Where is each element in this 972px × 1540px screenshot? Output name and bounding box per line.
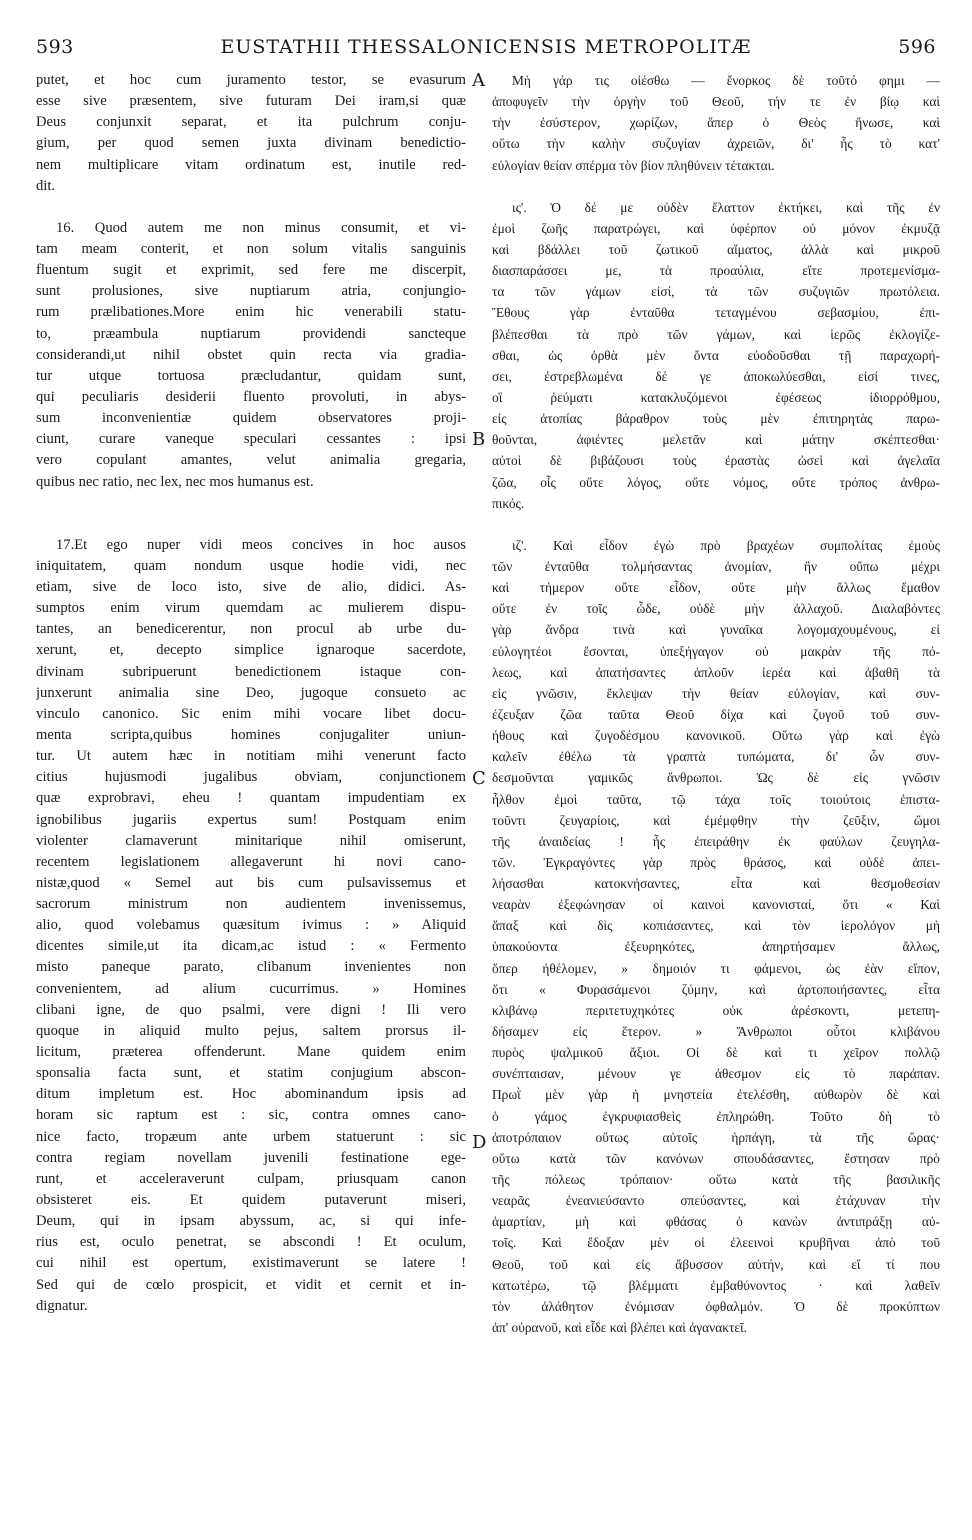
text-line: runt, et acceleraverunt culpam, priusquam canon: [36, 1170, 466, 1187]
text-line: οὕτω τὴν καλὴν συζυγίαν ἀχρειῶν, δι' ἧς τὸ κατ': [492, 136, 940, 152]
text-line: considerandi,ut nihil obstet quin recta via gradia-: [36, 346, 466, 363]
greek-paragraph-17: [492, 535, 940, 1338]
text-line: divinam subripuerunt benedictionem istaque con-: [36, 663, 466, 680]
text-line: ignobilibus jugariis expertus sum! Postquam enim: [36, 811, 466, 828]
text-line: ditum impletum est. Hoc abominandum ipsis ad: [36, 1086, 466, 1103]
text-line: to, præambula nuptiarum providendi sancteque: [36, 325, 466, 342]
text-line: sunt prolusiones, sive nuptiarum atria, conjungio-: [36, 283, 466, 300]
text-line: esse sive præsentem, sive futuram Dei iram,si quæ: [36, 93, 466, 110]
text-line: tam meam conterit, et non solum vitalis sanguinis: [36, 240, 466, 257]
text-line: τῶν ἐνταῦθα τολμήσαντας ἀνομίαν, ἣν οὔπω μέχρι: [492, 558, 940, 574]
latin-paragraph-intro: [36, 70, 466, 197]
text-line: νεαρὰν ἐξεφώνησαν οἱ καινοὶ κανονισταί, ὅτι « Καὶ: [492, 897, 940, 913]
text-line: ἐμοὶ ζωῆς παρατρώγει, καὶ ὑφέρπον οὐ μόνον ἐκμυζᾷ: [492, 220, 940, 236]
text-line: convenientem, ad alium cucurrimus. » Homines: [36, 980, 466, 997]
text-line: Μὴ γάρ τις οἰέσθω — ἔνορκος δὲ τοῦτό φημι —: [512, 73, 940, 88]
text-line: nem multiplicare vitam ordinatum est, inutile red-: [36, 156, 466, 173]
text-line: nice facto, tropæum ante urbem statuerunt : sic: [36, 1128, 466, 1145]
text-line: licitum, præterea offenderunt. Mane quidem enim: [36, 1044, 466, 1061]
text-line: ἅπαξ καὶ δὶς κοπιάσαντες, καὶ τὸν ἱερολόγον μὴ: [492, 918, 940, 934]
text-line: εὐλογητέοι ἔσονται, ὑπεξήγαγον οὐ μακρὰν τῆς πό-: [492, 643, 940, 659]
text-line: ἦλθον ἐμοὶ ταῦτα, τῷ τάχα τοῖς τοιούτοις ἐπιστα-: [492, 791, 940, 807]
text-line: ὅπερ ἠθέλομεν, » δημοιόν τι φάμενοι, ὡς ἐὰν εἴπον,: [492, 960, 940, 976]
text-line: fluentum sugit et exprimit, sed fere me discerpit,: [36, 262, 466, 279]
text-line: obsisteret eis. Et quidem putaverunt miseri,: [36, 1192, 466, 1209]
text-line: θοῦνται, ἀφιέντες μελετᾶν καὶ μάτην σκέπτεσθαι·: [492, 432, 940, 448]
text-line: tantes, an benedicerentur, non procul ab urbe du-: [36, 621, 466, 638]
text-line: 17.Et ego nuper vidi meos concives in hoc ausos: [56, 536, 466, 553]
text-line: πυρὸς ψαλμικοῦ ἄξιοι. Οἱ δὲ καὶ τι χεῖρον πολλῷ: [492, 1045, 940, 1061]
page-number-right: 596: [898, 36, 936, 58]
text-line: xerunt, et, decepto simplice ignaroque sacerdote,: [36, 642, 466, 659]
text-line: dignatur.: [36, 1297, 88, 1314]
running-title: EUSTATHII THESSALONICENSIS METROPOLITÆ: [220, 36, 752, 58]
text-line: καὶ βδάλλει τοῦ ζωτικοῦ αἵματος, ἀλλὰ καὶ μικροῦ: [492, 241, 940, 257]
text-line: etiam, sive de loco isto, sive de alio, didici. As-: [36, 578, 466, 595]
margin-marker-c: C: [472, 768, 486, 789]
text-line: τῶν. Ἐγκραγόντες γὰρ πρὸς θράσος, καὶ οὐδὲ ἀπει-: [492, 854, 940, 870]
latin-paragraph-17: [36, 535, 466, 1317]
text-line: ἀποτρόπαιον οὕτως αὐτοῖς ἡρπάγη, τὰ τῆς ὥρας·: [492, 1129, 940, 1145]
text-line: gium, per quod semen juxta divinam benedictio-: [36, 135, 466, 152]
text-line: δεσμοῦνται γαμικῶς ἄνθρωποι. Ὡς δὲ εἰς γνῶσιν: [492, 770, 940, 786]
text-line: vero copulant amantes, velut animalia gregaria,: [36, 452, 466, 469]
margin-marker-a: A: [472, 70, 485, 91]
text-line: quibus nec ratio, nec lex, nec mos humanus est.: [36, 473, 314, 490]
text-line: λεως, καὶ ἀπατήσαντες ἁπλοῦν ἱερέα καὶ ἀβαθῆ τὰ: [492, 664, 940, 680]
text-line: Θεοῦ, τοῦ καὶ εἰς ἄβυσσον αὐτήν, καὶ εἴ τί που: [492, 1256, 940, 1272]
text-line: ζῶα, οἷς οὔτε λόγος, οὔτε νόμος, οὔτε τρόπος ἀνθρω-: [492, 474, 940, 490]
text-line: quoque in aliquid multo pejus, saltem prorsus il-: [36, 1022, 466, 1039]
text-line: Deum, qui in ipsam abyssum, ac, si qui infe-: [36, 1213, 466, 1230]
text-line: Πρωῒ μὲν γὰρ ἡ μνηστεία ἐτελέσθη, αὐθωρὸν δὲ καὶ: [492, 1087, 940, 1103]
text-line: ὑπακούοντα ἐξευρηκότες, ἀπηρτήσαμεν ἄλλως,: [492, 939, 940, 955]
text-line: τοῦντι ζευγαρίοις, καὶ ἐμέμφθην τὴν ζεῦξιν, ὤμοι: [492, 812, 940, 828]
text-line: σει, ἐστρεβλωμένα δέ γε ἀποκωλύεσθαι, εἰσί τινες,: [492, 368, 940, 384]
text-line: ήθους καὶ ζυγοδέσμου κανονικοῦ. Οὕτω γὰρ καὶ ἐγὼ: [492, 728, 940, 744]
text-line: καὶ τήμερον οὔτε εἶδον, οὔτε μὴν ἄλλως ἔμαθον: [492, 580, 940, 596]
text-line: iniquitatem, quam nondum usque hodie vidi, nec: [36, 557, 466, 574]
text-line: νεαρᾶς ἐνεανιεύσαντο σπεύσαντες, καὶ ἐτάχυναν τὴν: [492, 1193, 940, 1209]
text-line: τῆς ἀναιδείας ! ἧς ἐπειράθην ἐκ φαύλων ζευγηλα-: [492, 833, 940, 849]
text-line: clibani igne, de quo psalmi, vere digni ! Ili vero: [36, 1001, 466, 1018]
text-line: vinculo canonico. Sic enim mihi vocare libet docu-: [36, 705, 466, 722]
text-line: βλέπεσθαι τὰ πρὸ τῶν γάμων, καὶ ἱερῶς ἐκλογίζε-: [492, 326, 940, 342]
text-line: rum prælibationes.More enim hic venerabili statu-: [36, 304, 466, 321]
text-line: putet, et hoc cum juramento testor, se evasurum: [36, 72, 466, 88]
text-line: menta scripta,quibus homines conjugaliter uniun-: [36, 726, 466, 743]
text-line: ἁμαρτίαν, μὴ καὶ φθάσας ὁ κανὼν ἀντιπράξῃ αὐ-: [492, 1214, 940, 1230]
page-number-left: 593: [36, 36, 74, 58]
latin-paragraph-16: [36, 218, 466, 493]
text-line: tur. Ut autem hæc in notitiam mihi venerunt facto: [36, 748, 466, 765]
text-line: ὁ γάμος ἐγκρυφιασθεὶς ἐπληρώθη. Τοῦτο δὴ τὸ: [492, 1108, 940, 1124]
text-line: ὅτι « Φυρασάμενοι ζύμην, καὶ ἀρτοποιήσαντες, εἶτα: [492, 981, 940, 997]
latin-column: [36, 70, 466, 1317]
greek-column: [492, 70, 940, 1338]
text-line: οὕτω κατὰ τῶν κανόνων σπουδάσαντες, ἔστησαν πρὸ: [492, 1150, 940, 1166]
running-header: [36, 36, 936, 62]
text-line: διασπαράσσει με, τὰ προαύλια, εἴτε προτεμενίσμα-: [492, 263, 940, 279]
text-line: misto paneque parato, clibanum invenientes non: [36, 959, 466, 976]
text-line: ἀπ' οὐρανοῦ, καὶ εἶδε καὶ βλέπει καὶ ἀγανακτεῖ.: [492, 1320, 747, 1336]
text-line: junxerunt animalia sine Deo, jugoque consueto ac: [36, 684, 466, 701]
text-line: sponsalia facta sunt, et statim conjugium abscon-: [36, 1065, 466, 1082]
text-line: τὴν ἐσύστερον, χωρίζων, ἅπερ ὁ Θεὸς ἥνωσε, καὶ: [492, 115, 940, 131]
text-line: contra regiam novellam juvenili festinatione ege-: [36, 1149, 466, 1166]
text-line: σθαι, ὡς ὀρθὰ μὲν ὄντα εὐοδοῦσθαι τῇ παραχωρή-: [492, 347, 940, 363]
text-line: ιζ'. Καὶ εἶδον ἐγὼ πρὸ βραχέων συμπολίτας ἐμοὺς: [512, 537, 940, 553]
text-line: Sed qui de cœlo prospicit, et vidit et cernit et in-: [36, 1276, 466, 1293]
text-line: cui nihil est opertum, existimaverunt se latere !: [36, 1255, 466, 1272]
text-line: αὐτοὶ δὲ βιβάζουσι τοὺς ἐραστὰς ὡσεὶ καὶ ἀγελαῖα: [492, 453, 940, 469]
text-line: dit.: [36, 177, 56, 194]
text-line: τὸν ἀλάθητον ἐνόμισαν ὀφθαλμόν. Ὁ δὲ προκύπτων: [492, 1298, 940, 1314]
text-line: violenter clamaverunt minitarique nihil omiserunt,: [36, 832, 466, 849]
text-line: nistæ,quod « Semel aut bis cum pulsavissemus et: [36, 874, 466, 891]
text-line: δήσαμεν εἰς ἕτερον. » Ἄνθρωποι οὗτοι κλιβάνου: [492, 1024, 940, 1040]
text-line: κλιβάνῳ περιτετυχηκότες οὐκ ἀρέσκοντι, μετεπη-: [492, 1002, 940, 1018]
text-line: qui peculiaris desiderii fluento provoluti, in abys-: [36, 388, 466, 405]
text-line: εἰς ἀτοπίας βάραθρον τοὺς μὲν ἐπιτηρητὰς παρω-: [492, 411, 940, 427]
text-line: ἀποφυγεῖν τὴν ὀργὴν τοῦ Θεοῦ, τήν τε ἐν βίῳ καὶ: [492, 94, 940, 110]
greek-paragraph-intro: [492, 70, 940, 176]
text-line: quæ exprobravi, eheu ! quantam impudentiam ex: [36, 790, 466, 807]
text-line: κατωτέρω, τῷ βλέμματι ἐμβαθύνοντος · καὶ λαθεῖν: [492, 1277, 940, 1293]
text-line: sumptos enim virum quemdam ac mulierem dispu-: [36, 600, 466, 617]
text-line: τῆς πόλεως τρόπαιον· οὕτω κατὰ τῆς βασιλικῆς: [492, 1172, 940, 1188]
text-line: ciunt, curare vaneque speculari cessantes : ipsi: [36, 431, 466, 448]
text-line: sacrorum ministrum non audientem invenissemus,: [36, 896, 466, 913]
text-line: horam sic raptum est : sic, contra omnes cano-: [36, 1107, 466, 1124]
text-line: συνέπταισαν, μένουν γε ἀθεσμον εἰς τὸ παράπαν.: [492, 1066, 940, 1082]
text-line: έζευξαν ζῶα ταῦτα Θεοῦ δίχα καὶ ζυγοῦ τοῦ συν-: [492, 706, 940, 722]
text-line: γὰρ ἄνδρα τινὰ καὶ γυναῖκα λογομαχουμένους, εἰ: [492, 622, 940, 638]
text-line: εἰς γνῶσιν, ἔκλεψαν τὴν θείαν εὐλογίαν, καὶ συν-: [492, 685, 940, 701]
text-line: sum inconvenientiæ quidem observatores proji-: [36, 410, 466, 427]
margin-marker-d: D: [472, 1132, 487, 1153]
text-line: ις'. Ὁ δέ με οὐδὲν ἔλαττον ἐκτήκει, καὶ τῆς ἐν: [512, 199, 940, 215]
text-line: rius est, oculo penetrat, se abscondi ! Et oculum,: [36, 1234, 466, 1251]
greek-paragraph-16: [492, 197, 940, 514]
text-line: οἳ ῥεύματι κατακλυζόμενοι ἐφέσεως ἰδιορρόθμου,: [492, 389, 940, 405]
text-line: Deus conjunxit separat, et ita pulchrum conju-: [36, 114, 466, 131]
text-line: dicentes simile,ut ita dicam,ac istud : « Fermento: [36, 938, 466, 955]
text-line: τα τῶν γάμων εἰσί, τὰ τῶν συζυγιῶν πρωτόλεια.: [492, 284, 940, 300]
text-line: citius hujusmodi jugalibus obviam, conjunctionem: [36, 769, 466, 786]
margin-marker-b: B: [472, 429, 486, 450]
text-line: alio, quod volebamus quæsitum ivimus : » Aliquid: [36, 917, 466, 934]
text-line: Ἔθους γὰρ ἐνταῦθα τεταγμένου σεβασμίου, ἐπι-: [492, 305, 940, 321]
text-line: 16. Quod autem me non minus consumit, et vi-: [56, 219, 466, 236]
text-line: λήσασθαι κατοκνήσαντες, εἶτα καὶ θεσμοθεσίαν: [492, 876, 940, 892]
text-line: καλεῖν ἐθέλω τὰ γραπτὰ τυπώματα, δι' ὧν συν-: [492, 749, 940, 765]
text-line: tur utque tortuosa præcludantur, quidam sunt,: [36, 367, 466, 384]
text-line: recentem legislationem allegaverunt hi novi cano-: [36, 853, 466, 870]
text-line: πικός.: [492, 495, 525, 511]
text-line: τοῖς. Καὶ ἔδοξαν μὲν οἱ ἐλεεινοὶ κρυβῆναι ἀπὸ τοῦ: [492, 1235, 940, 1251]
text-line: οὔτε ἐν τοῖς ὧδε, οὐδὲ μὴν ἀλλαχοῦ. Διαλαβόντες: [492, 601, 940, 617]
text-line: εὐλογίαν θείαν σπέρμα τὸν βίον πληθύνειν τέτακται.: [492, 157, 775, 173]
